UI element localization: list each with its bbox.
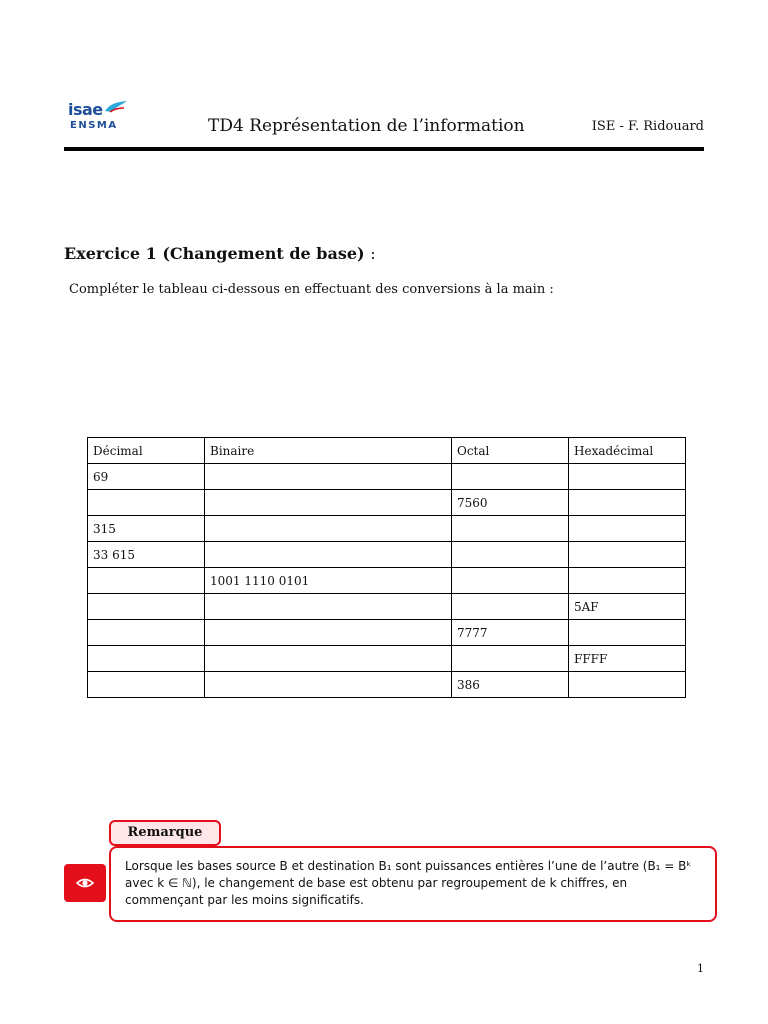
table-row (88, 568, 686, 594)
exercise-title-text: Exercice 1 (Changement de base) (64, 244, 365, 263)
table-cell (569, 490, 686, 516)
table-cell: FFFF (569, 646, 686, 672)
table-header-cell: Hexadécimal (569, 438, 686, 464)
document-title: TD4 Représentation de l’information (208, 116, 525, 136)
table-row (88, 594, 686, 620)
table-cell: 5AF (569, 594, 686, 620)
page-header (64, 96, 704, 152)
exercise-title (64, 244, 376, 263)
table-cell: 7777 (452, 620, 569, 646)
remark-box (109, 846, 717, 922)
table-cell: 69 (88, 464, 205, 490)
table-cell (452, 594, 569, 620)
table-cell (205, 516, 452, 542)
table-cell: 1001 1110 0101 (205, 568, 452, 594)
table-cell: 315 (88, 516, 205, 542)
table-row (88, 620, 686, 646)
isae-ensma-logo (66, 98, 130, 134)
table-cell (569, 542, 686, 568)
table-cell (569, 516, 686, 542)
page-number: 1 (697, 962, 704, 975)
eye-icon (64, 864, 106, 902)
bird-icon (104, 100, 128, 114)
remark-icon-box (64, 864, 106, 902)
table-cell (88, 594, 205, 620)
table-row (88, 672, 686, 698)
table-row (88, 490, 686, 516)
table-cell (452, 516, 569, 542)
conversion-table-body (88, 438, 686, 698)
table-row (88, 464, 686, 490)
table-cell: 386 (452, 672, 569, 698)
table-cell (88, 620, 205, 646)
table-cell (569, 620, 686, 646)
table-cell (569, 464, 686, 490)
table-cell (88, 490, 205, 516)
table-header-cell: Binaire (205, 438, 452, 464)
table-cell (205, 490, 452, 516)
table-cell (205, 594, 452, 620)
table-row (88, 646, 686, 672)
table-cell (452, 464, 569, 490)
table-cell (205, 646, 452, 672)
remark-text: Lorsque les bases source B et destination B₁ sont puissances entières l’une de l’autre (B₁ = Bᵏ avec k ∈ ℕ), le changement de base est obtenu par regroupement de k chiffres, en commençant par les moins significatifs. (125, 859, 692, 907)
table-row (88, 516, 686, 542)
logo-ensma-text: ENSMA (70, 120, 118, 131)
remark-label: Remarque (109, 820, 221, 846)
table-row (88, 542, 686, 568)
header-rule (64, 147, 704, 151)
table-cell (205, 464, 452, 490)
table-cell (452, 542, 569, 568)
logo-isae-text: isae (68, 100, 103, 119)
table-cell: 33 615 (88, 542, 205, 568)
table-cell (452, 568, 569, 594)
table-cell (88, 672, 205, 698)
table-cell: 7560 (452, 490, 569, 516)
document-author: ISE - F. Ridouard (591, 119, 704, 134)
exercise-instruction: Compléter le tableau ci-dessous en effectuant des conversions à la main : (69, 282, 554, 297)
table-header-cell: Décimal (88, 438, 205, 464)
table-cell (205, 620, 452, 646)
table-cell (569, 672, 686, 698)
conversion-table (87, 437, 686, 698)
table-header-row (88, 438, 686, 464)
table-cell (88, 568, 205, 594)
exercise-title-colon: : (370, 244, 376, 263)
table-cell (88, 646, 205, 672)
table-cell (452, 646, 569, 672)
table-cell (569, 568, 686, 594)
table-header-cell: Octal (452, 438, 569, 464)
table-cell (205, 542, 452, 568)
table-cell (205, 672, 452, 698)
